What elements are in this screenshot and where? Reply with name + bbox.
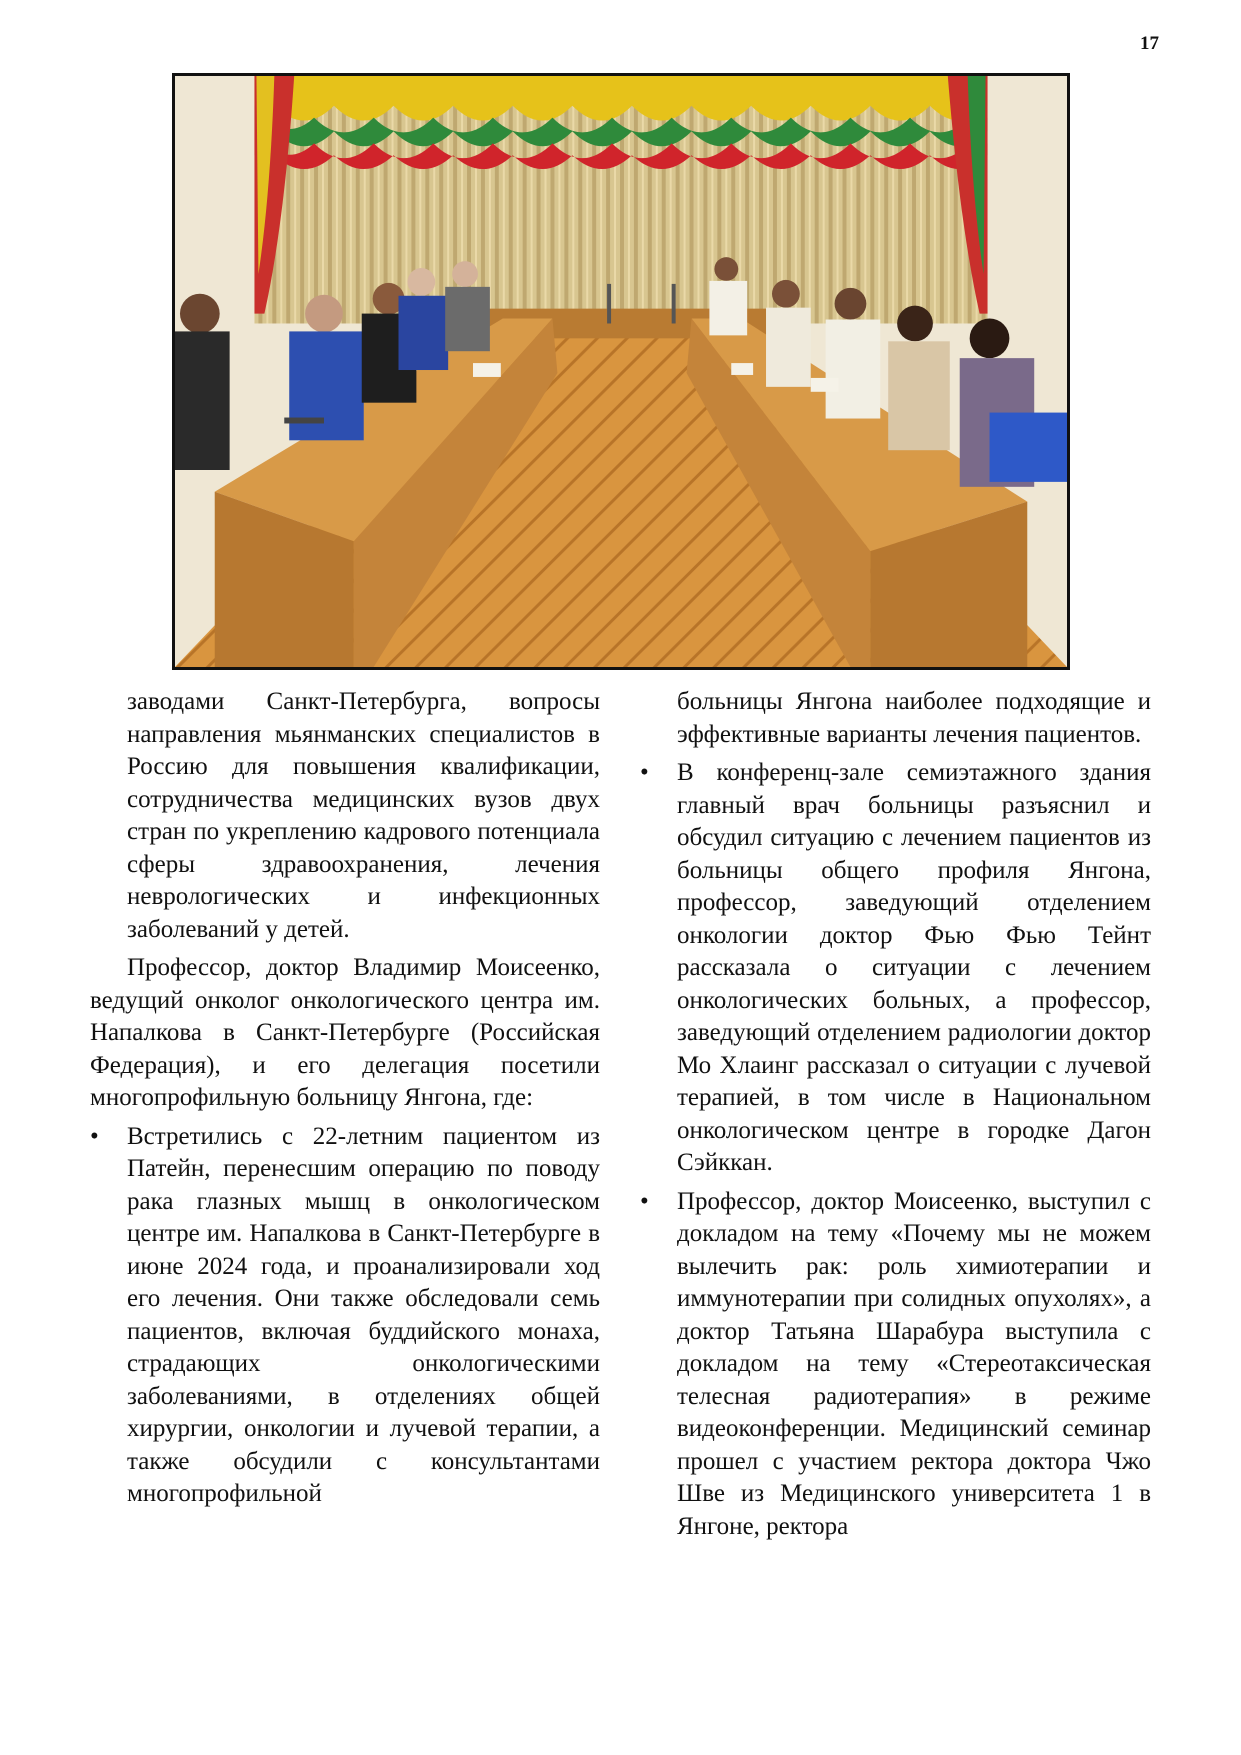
- meeting-photo: [172, 73, 1070, 670]
- left-column: [90, 686, 600, 1511]
- bullet-item-2: • В конференц-зале семиэтажного здания главный врач больницы разъяснил и обсудил ситуацию с лечением пациентов из больницы общего профиля Янгона, профессор, заведующий отделением онкологии доктор Фью Фью Тейнт рассказала о ситуации с лечением онкологических больных, а профессор, заведующий отделением радиологии доктор Мо Хлаинг рассказал о ситуации с лучевой терапией, в том числе в Национальном онкологическом центре в городке Дагон Сэйккан.: [640, 757, 1151, 1180]
- page-number: 17: [1140, 33, 1159, 54]
- right-column: [640, 686, 1151, 1543]
- left-continuation-text: заводами Санкт-Петербурга, вопросы направления мьянманских специалистов в Россию для повышения квалификации, сотрудничества медицинских вузов двух стран по укреплению кадрового потенциала сферы здравоохранения, лечения неврологических и инфекционных заболеваний у детей.: [127, 688, 600, 943]
- meeting-photo-icon: [175, 76, 1067, 667]
- bullet-item-1: • Встретились с 22-летним пациентом из Патейн, перенесшим операцию по поводу рака глазных мышц в онкологическом центре им. Напалкова в Санкт-Петербурге в июне 2024 года, и проанализировали ход его лечения. Они также обследовали семь пациентов, включая буддийского монаха, страдающих онкологическими заболеваниями, в отделениях общей хирургии, онкологии и лучевой терапии, а также обсудили с консультантами многопрофильной: [90, 1121, 600, 1511]
- right-continuation-text: больницы Янгона наиболее подходящие и эффективные варианты лечения пациентов.: [677, 688, 1151, 748]
- bullet-item-3: • Профессор, доктор Моисеенко, выступил с докладом на тему «Почему мы не можем вылечить рак: роль химиотерапии и иммунотерапии при солидных опухолях», а доктор Татьяна Шарабура выступила с докладом на тему «Стереотаксическая телесная радиотерапия» в режиме видеоконференции. Медицинский семинар прошел с участием ректора доктора Чжо Шве из Медицинского университета 1 в Янгоне, ректора: [640, 1186, 1151, 1544]
- left-paragraph: Профессор, доктор Владимир Моисеенко, ведущий онколог онкологического центра им. Напалкова в Санкт-Петербурге (Российская Федерация), и его делегация посетили многопрофильную больницу Янгона, где:: [90, 954, 600, 1111]
